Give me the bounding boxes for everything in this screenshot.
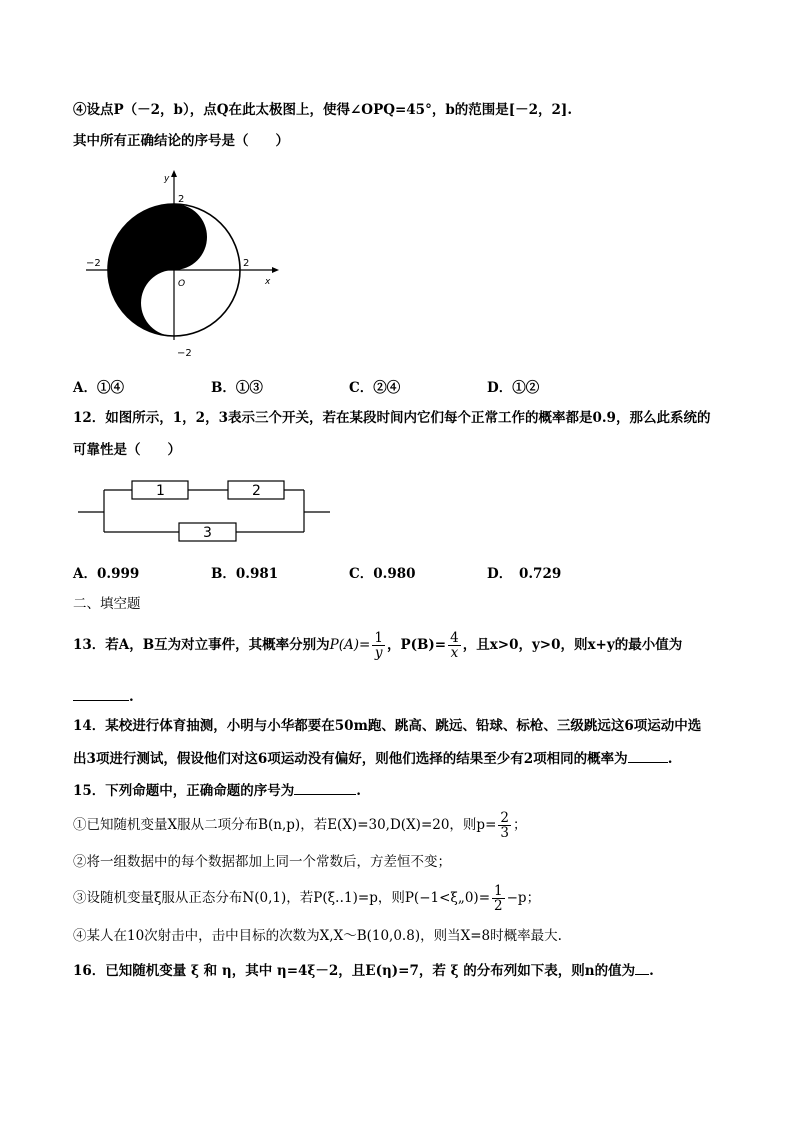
- q15-end: .: [356, 783, 361, 799]
- switch-2-label: 2: [252, 483, 261, 499]
- q15-s1-post: ；: [512, 817, 527, 833]
- q13-frac-pb-den: x: [450, 645, 459, 661]
- q11-question: 其中所有正确结论的序号是（ ）: [73, 133, 289, 149]
- q15-statement-4: ④某人在10次射击中，击中目标的次数为X,X～B(10,0.8)，则当X=8时概率最大.: [73, 928, 562, 944]
- q13-question: [73, 628, 734, 662]
- tick-label-right: 2: [243, 258, 250, 269]
- q16-text: 16．已知随机变量 ξ 和 η，其中 η=4ξ－2，且E(η)=7，若 ξ 的分布列如下表，则n的值为: [73, 963, 636, 979]
- q13-answer-line: [73, 686, 734, 707]
- q13-suffix: ，且x>0，y>0，则x+y的最小值为: [462, 637, 683, 653]
- q14-question-line2: [73, 748, 734, 769]
- q13-frac-pa: [372, 631, 385, 660]
- switch-circuit: [78, 474, 330, 550]
- axis-label-x: x: [265, 277, 271, 287]
- y-axis-arrow: [171, 170, 177, 177]
- q15-s3-frac: [492, 884, 505, 913]
- origin-label: O: [178, 279, 186, 289]
- q15-head: 15．下列命题中，正确命题的序号为: [73, 783, 295, 799]
- q11-option-b[interactable]: B．①③: [211, 380, 263, 396]
- q15-s3-frac-den: 2: [494, 898, 503, 914]
- q11-option-d[interactable]: D．①②: [487, 380, 540, 396]
- q15-statement-1: [73, 808, 734, 842]
- q14-line2-text: 出3项进行测试，假设他们对这6项运动没有偏好，则他们选择的结果至少有2项相同的概率为: [73, 751, 628, 767]
- q15-s1-frac: [498, 811, 511, 840]
- q13-pa-lhs: P(A)=: [329, 637, 371, 653]
- q15-s1-frac-num: 2: [500, 810, 509, 826]
- tick-label-bottom: −2: [177, 348, 192, 359]
- q13-end: .: [129, 689, 134, 705]
- section-title-fill-in: 二、填空题: [73, 596, 141, 612]
- axis-label-y: y: [164, 174, 170, 184]
- q12-option-c[interactable]: C．0.980: [349, 566, 416, 582]
- q11-options: [73, 376, 713, 396]
- q15-statement-3: [73, 881, 734, 915]
- tick-label-top: 2: [178, 194, 185, 205]
- q15-s1-frac-den: 3: [500, 825, 509, 841]
- q11-statement-4: ④设点P（－2，b），点Q在此太极图上，使得∠OPQ=45°，b的范围是[－2，2].: [73, 102, 573, 118]
- switch-1-label: 1: [156, 483, 165, 499]
- q15-s3-frac-num: 1: [494, 883, 503, 899]
- q16-answer-blank[interactable]: [635, 960, 649, 975]
- q13-answer-blank[interactable]: [73, 686, 129, 701]
- tick-label-left: −2: [86, 258, 101, 269]
- q16-end: .: [649, 963, 654, 979]
- q12-option-d[interactable]: D． 0.729: [487, 566, 562, 582]
- switch-3-label: 3: [203, 525, 212, 541]
- q15-s3-post: −p；: [506, 890, 541, 906]
- q15-question: [73, 780, 734, 801]
- q16-question: [73, 960, 734, 981]
- q13-pb-lhs: ，P(B)=: [386, 637, 447, 653]
- taiji-figure: [80, 168, 280, 359]
- q15-s3-text: ③设随机变量ξ服从正态分布N(0,1)，若P(ξ‥1)=p，则P(−1<ξ„0)=: [73, 890, 491, 906]
- q14-question-line1: 14．某校进行体育抽测，小明与小华都要在50m跑、跳高、跳远、铅球、标枪、三级跳远这6项运动中选: [73, 718, 702, 734]
- x-axis-arrow: [272, 267, 279, 273]
- q12-options: [73, 562, 713, 582]
- q13-frac-pb-num: 4: [450, 630, 459, 646]
- q15-answer-blank[interactable]: [294, 780, 356, 795]
- q12-option-a[interactable]: A．0.999: [73, 566, 140, 582]
- q12-question-line1: 12．如图所示，1，2，3表示三个开关，若在某段时间内它们每个正常工作的概率都是0.9，那么此系统的: [73, 410, 711, 426]
- q11-option-a[interactable]: A．①④: [73, 380, 124, 396]
- q12-option-b[interactable]: B．0.981: [211, 566, 279, 582]
- q12-question-line2: 可靠性是（ ）: [73, 442, 181, 458]
- q13-frac-pa-num: 1: [374, 630, 383, 646]
- q14-end: .: [667, 751, 673, 767]
- q14-answer-blank[interactable]: [628, 748, 668, 763]
- q11-option-c[interactable]: C．②④: [349, 380, 401, 396]
- q15-statement-2: ②将一组数据中的每个数据都加上同一个常数后，方差恒不变；: [73, 854, 451, 870]
- q13-frac-pb: [448, 631, 461, 660]
- q15-s1-text: ①已知随机变量X服从二项分布B(n,p)，若E(X)=30,D(X)=20，则p=: [73, 817, 497, 833]
- q13-prefix: 13．若A，B互为对立事件，其概率分别为: [73, 637, 330, 653]
- q13-frac-pa-den: y: [374, 645, 383, 661]
